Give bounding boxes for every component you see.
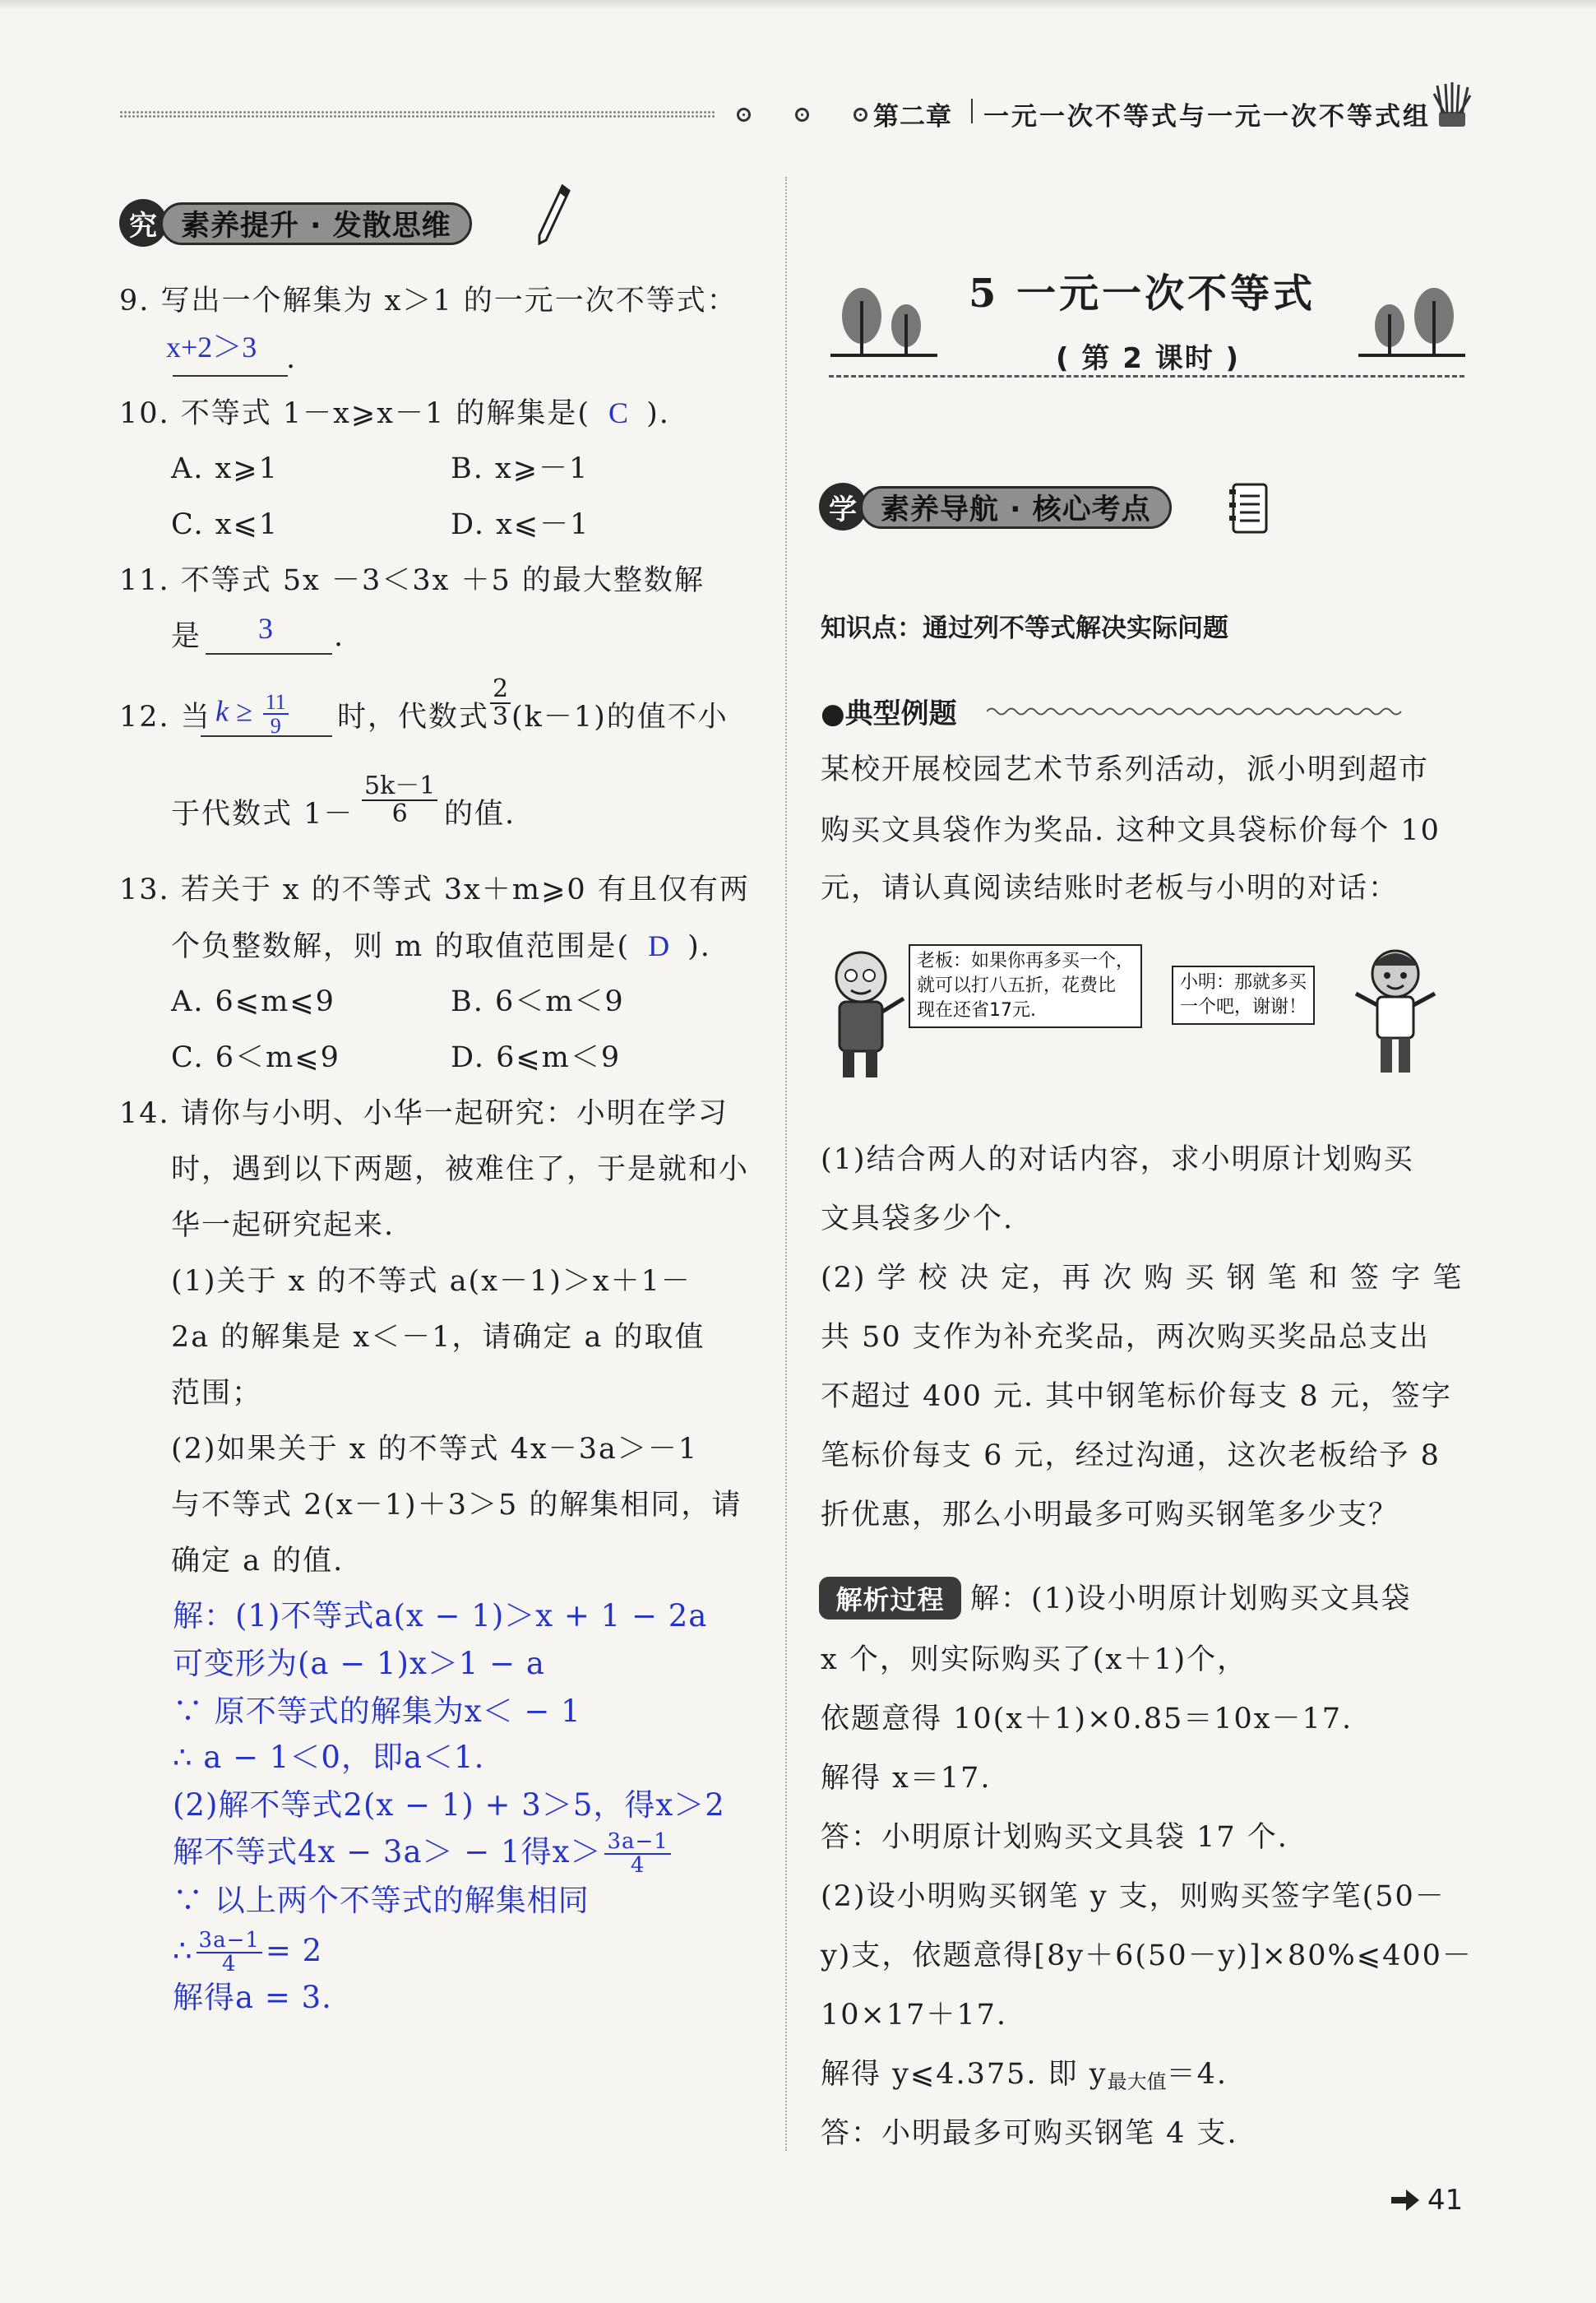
column-divider	[785, 177, 787, 2151]
trees-left-icon	[830, 285, 937, 359]
solution-line-8-post: = 2	[265, 1932, 323, 1968]
q9-answer: x+2＞3	[166, 331, 257, 364]
xiaoming-figure-icon	[1349, 944, 1440, 1084]
top-band	[0, 0, 1596, 10]
solution-line-8	[173, 1930, 322, 1976]
title-dashed-rule	[829, 375, 1464, 378]
q13-line2-pre: 个负整数解，则 m 的取值范围是(	[171, 930, 631, 963]
q12-frac2-den: 6	[391, 799, 408, 828]
q10-answer: C	[608, 396, 629, 429]
q11-line1: 11. 不等式 5x －3＜3x ＋5 的最大整数解	[119, 564, 705, 597]
analysis-line-1: x 个，则实际购买了(x＋1)个，	[821, 1643, 1248, 1676]
boss-bubble-line-1: 老板：如果你再多买一个，	[917, 951, 1135, 971]
boss-bubble-line-3: 现在还省17元.	[917, 1000, 1036, 1021]
solution-line-5: (2)解不等式2(x − 1) + 3＞5，得x＞2	[173, 1787, 725, 1823]
solution-line-6-fraction	[604, 1831, 670, 1878]
chapter-title: 一元一次不等式与一元一次不等式组	[983, 102, 1431, 132]
q10-stem	[119, 395, 670, 432]
q12-answer	[215, 691, 292, 738]
q14-line-5: 2a 的解集是 x＜－1，请确定 a 的取值	[171, 1321, 705, 1354]
pencil-icon	[534, 183, 572, 248]
page-number: 41	[1427, 2184, 1464, 2217]
q11-line2-pre: 是	[171, 620, 202, 653]
q12-answer-den: 9	[270, 714, 281, 739]
q13-option-a: A. 6⩽m⩽9	[171, 985, 335, 1018]
section-title-pill	[160, 202, 472, 245]
lesson-subtitle: ( 第 2 课时 )	[1056, 342, 1241, 375]
q11-period: .	[334, 620, 345, 653]
knowledge-point: 知识点：通过列不等式解决实际问题	[821, 614, 1228, 643]
q14-line-4: (1)关于 x 的不等式 a(x－1)＞x＋1－	[171, 1265, 692, 1298]
question-line-7: 折优惠，那么小明最多可购买钢笔多少支？	[821, 1499, 1399, 1531]
solution-line-9: 解得a = 3.	[173, 1980, 332, 2015]
analysis-result-pre: 解得 y⩽4.375. 即 y	[821, 2058, 1108, 2091]
header-dot-3	[854, 108, 867, 122]
section-badge-right: 学	[819, 483, 867, 531]
chapter-label: 第二章	[873, 102, 952, 132]
analysis-line-5: (2)设小明购买钢笔 y 支，则购买签字笔(50－	[821, 1880, 1446, 1913]
q11-answer-blank	[206, 653, 332, 655]
solution-line-2: 可变形为(a − 1)x＞1 − a	[173, 1646, 545, 1681]
header-dot-1	[737, 108, 751, 122]
q14-line-3: 华一起研究起来.	[171, 1209, 396, 1242]
grass-pot-icon	[1431, 82, 1473, 128]
section-badge: 究	[119, 199, 167, 247]
ming-bubble-line-1: 小明：那就多买	[1180, 972, 1307, 993]
q10-option-c: C. x⩽1	[171, 508, 280, 541]
section-title-pill-right	[860, 486, 1172, 529]
analysis-line-7: 10×17＋17.	[821, 1999, 1008, 2032]
q12-answer-num: 11	[263, 691, 289, 715]
example-heading: ●典型例题	[821, 697, 957, 730]
question-line-2: 文具袋多少个.	[821, 1202, 1015, 1235]
q13-option-b: B. 6＜m＜9	[451, 985, 625, 1018]
analysis-tag: 解析过程	[819, 1577, 961, 1620]
section-banner-left	[119, 197, 571, 248]
solution-line-6-num: 3a−1	[604, 1831, 670, 1855]
q14-line-9: 确定 a 的值.	[171, 1545, 345, 1578]
q13-line2-post: ).	[687, 930, 711, 963]
ming-speech-bubble	[1172, 966, 1315, 1025]
q12-line2-post: 的值.	[444, 798, 516, 831]
q14-line-6: 范围；	[171, 1377, 263, 1410]
q9-stem: 9. 写出一个解集为 x＞1 的一元一次不等式：	[119, 285, 738, 317]
analysis-result-subscript: 最大值	[1107, 2070, 1167, 2093]
analysis-line-2: 依题意得 10(x＋1)×0.85＝10x－17.	[821, 1703, 1353, 1735]
q9-answer-blank	[173, 375, 288, 377]
solution-line-3: ∵ 原不等式的解集为x＜ − 1	[173, 1694, 581, 1729]
q14-line-8: 与不等式 2(x－1)＋3＞5 的解集相同，请	[171, 1489, 742, 1522]
problem-line-3: 元，请认真阅读结账时老板与小明的对话：	[821, 872, 1399, 905]
boss-speech-bubble	[909, 944, 1142, 1028]
q13-line2	[171, 928, 711, 965]
solution-line-6-den: 4	[630, 1853, 645, 1879]
q12-pre: 12. 当	[119, 701, 211, 734]
boss-bubble-line-2: 就可以打八五折，花费比	[917, 975, 1117, 996]
section-title: 素养提升 · 发散思维	[181, 210, 451, 243]
q14-line-2: 时，遇到以下两题，被难住了，于是就和小	[171, 1153, 750, 1186]
solution-line-8-den: 4	[221, 1952, 237, 1977]
chapter-separator	[971, 99, 973, 123]
header-dot-2	[795, 108, 809, 122]
q12-fraction-2	[362, 773, 437, 827]
question-line-4: 共 50 支作为补充奖品，两次购买奖品总支出	[821, 1321, 1430, 1354]
problem-line-2: 购买文具袋作为奖品. 这种文具袋标价每个 10	[821, 814, 1441, 847]
q12-fraction	[490, 676, 511, 730]
solution-line-8-fraction	[197, 1930, 262, 1976]
q12-frac2-num: 5k－1	[362, 773, 437, 801]
solution-line-4: ∴ a − 1＜0，即a＜1.	[173, 1740, 485, 1775]
section-title-right: 素养导航 · 核心考点	[881, 494, 1151, 526]
q13-option-c: C. 6＜m⩽9	[171, 1041, 340, 1074]
q10-stem-pre: 10. 不等式 1－x⩾x－1 的解集是(	[119, 397, 591, 430]
question-line-6: 笔标价每支 6 元，经过沟通，这次老板给予 8	[821, 1439, 1441, 1472]
analysis-result-post: ＝4.	[1166, 2058, 1228, 2091]
q10-stem-post: ).	[646, 397, 670, 430]
q13-line1: 13. 若关于 x 的不等式 3x＋m⩾0 有且仅有两	[119, 873, 750, 906]
question-line-1: (1)结合两人的对话内容，求小明原计划购买	[821, 1143, 1414, 1176]
q14-line-1: 14. 请你与小明、小华一起研究：小明在学习	[119, 1097, 729, 1130]
ming-bubble-line-2: 一个吧，谢谢！	[1180, 997, 1307, 1017]
solution-line-1: 解：(1)不等式a(x − 1)＞x + 1 − 2a	[173, 1598, 708, 1633]
q9-period: .	[286, 342, 298, 375]
solution-line-8-num: 3a−1	[197, 1930, 262, 1953]
q14-line-7: (2)如果关于 x 的不等式 4x－3a＞－1	[171, 1433, 699, 1466]
solution-line-6-text: 解不等式4x − 3a＞ − 1得x＞	[173, 1833, 602, 1870]
analysis-line-4: 答：小明原计划购买文具袋 17 个.	[821, 1821, 1288, 1854]
arrow-right-icon	[1390, 2188, 1421, 2213]
solution-line-7: ∵ 以上两个不等式的解集相同	[173, 1883, 590, 1918]
q12-line2-pre: 于代数式 1－	[171, 798, 354, 831]
q12-mid2: (k－1)的值不小	[511, 701, 729, 734]
q13-answer: D	[648, 929, 670, 962]
header-dotted-rule	[119, 110, 715, 119]
question-line-3: (2) 学 校 决 定，再 次 购 买 钢 笔 和 签 字 笔	[821, 1262, 1464, 1295]
q12-mid	[337, 699, 489, 735]
section-banner-right	[819, 481, 1230, 532]
q10-option-d: D. x⩽－1	[451, 508, 590, 541]
problem-line-1: 某校开展校园艺术节系列活动，派小明到超市	[821, 753, 1430, 786]
lesson-title: 5 一元一次不等式	[969, 271, 1316, 317]
q13-option-d: D. 6⩽m＜9	[451, 1041, 622, 1074]
question-line-5: 不超过 400 元. 其中钢笔标价每支 8 元，签字	[821, 1380, 1452, 1413]
solution-line-8-pre: ∴	[173, 1932, 193, 1968]
page-number-group	[1390, 2184, 1463, 2217]
analysis-first-line: 解：(1)设小明原计划购买文具袋	[970, 1582, 1412, 1615]
analysis-result	[821, 2056, 1228, 2100]
q12-frac-den: 3	[493, 702, 509, 731]
trees-right-icon	[1358, 285, 1465, 359]
notebook-icon	[1227, 481, 1271, 535]
dialogue-illustration	[818, 920, 1460, 1084]
q12-answer-fraction	[263, 691, 289, 738]
q12-frac-num: 2	[490, 676, 511, 704]
analysis-line-3: 解得 x＝17.	[821, 1762, 992, 1795]
q10-option-b: B. x⩾－1	[451, 452, 590, 485]
solution-line-6	[173, 1831, 674, 1878]
q10-option-a: A. x⩾1	[171, 452, 279, 485]
final-answer: 答：小明最多可购买钢笔 4 支.	[821, 2117, 1238, 2150]
q11-answer: 3	[258, 612, 273, 645]
q12-mid-text: 时，代数式	[337, 701, 490, 734]
wavy-rule	[987, 706, 1402, 717]
boss-figure-icon	[818, 944, 909, 1084]
q12-answer-lhs: k ≥	[215, 694, 252, 728]
analysis-line-6: y)支，依题意得[8y＋6(50－y)]×80%⩽400－	[821, 1939, 1473, 1972]
